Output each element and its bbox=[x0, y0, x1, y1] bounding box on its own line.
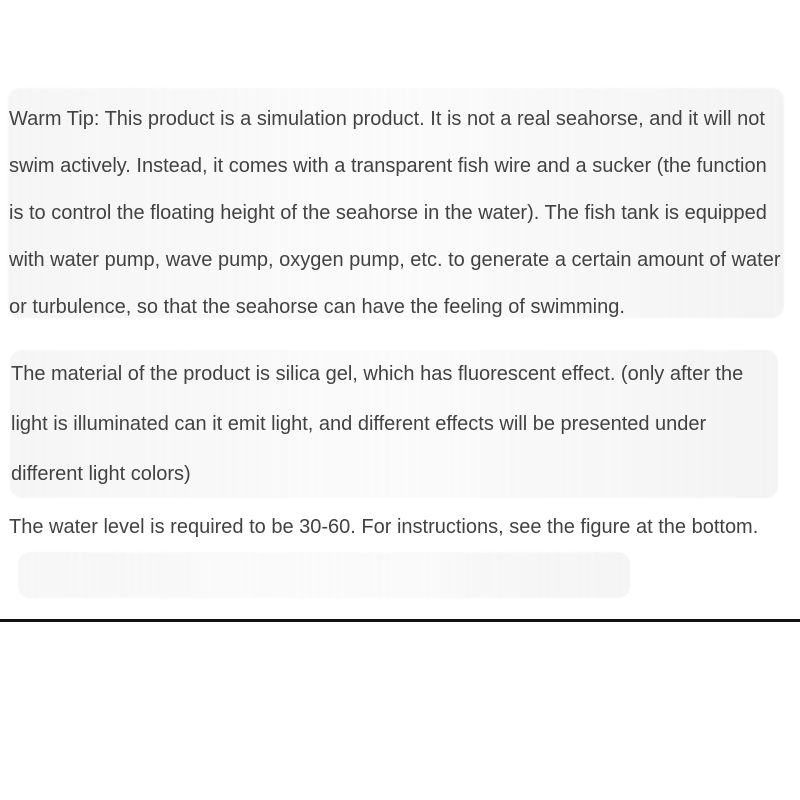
paragraph-line: The material of the product is silica gel, which has fluorescent effect. (only after the bbox=[11, 363, 744, 385]
section-divider bbox=[0, 619, 800, 622]
warm-tip-paragraph bbox=[9, 96, 789, 331]
paragraph-line: The water level is required to be 30-60. For instructions, see the figure at the bottom. bbox=[9, 516, 759, 538]
paragraph-line: with water pump, wave pump, oxygen pump, etc. to generate a certain amount of water bbox=[9, 249, 781, 271]
paragraph-line: swim actively. Instead, it comes with a transparent fish wire and a sucker (the function bbox=[9, 155, 767, 177]
paragraph-line: different light colors) bbox=[11, 463, 191, 485]
paragraph-line: light is illuminated can it emit light, and different effects will be presented under bbox=[11, 413, 707, 435]
material-paragraph bbox=[11, 349, 781, 499]
faded-background-band bbox=[18, 552, 630, 598]
paragraph-line: is to control the floating height of the seahorse in the water). The fish tank is equipped bbox=[9, 202, 767, 224]
paragraph-line: or turbulence, so that the seahorse can have the feeling of swimming. bbox=[9, 296, 625, 318]
water-level-paragraph bbox=[9, 511, 789, 543]
paragraph-line: Warm Tip: This product is a simulation product. It is not a real seahorse, and it will not bbox=[9, 108, 765, 130]
